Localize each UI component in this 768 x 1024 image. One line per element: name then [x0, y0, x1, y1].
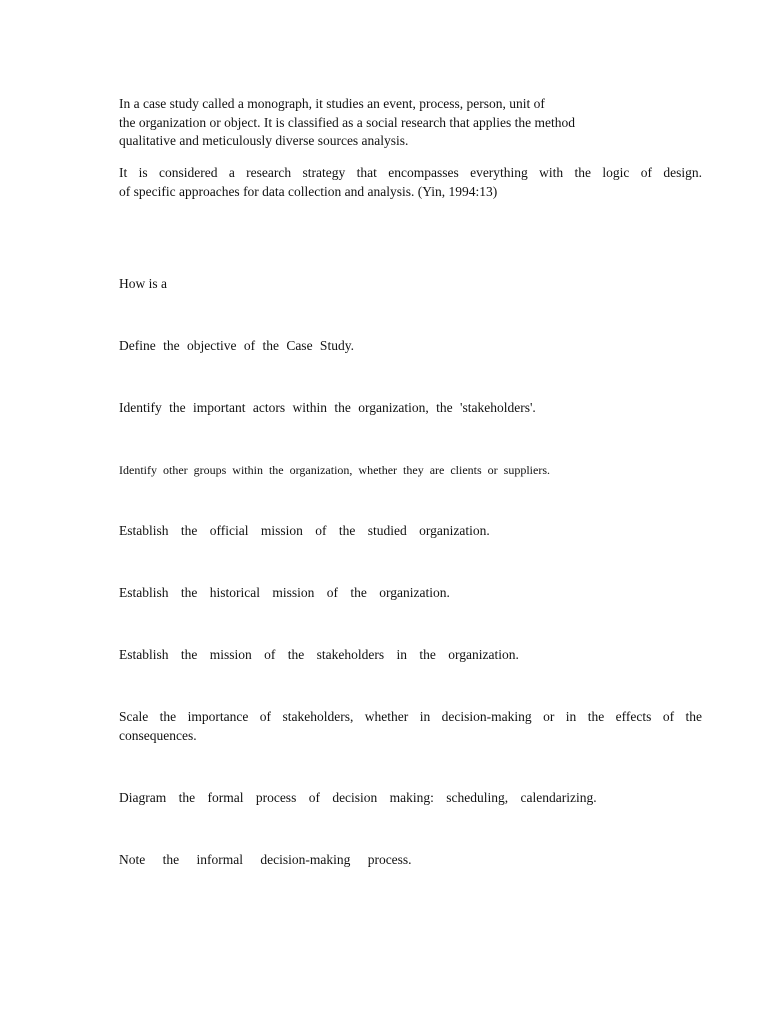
step-diagram-formal-process: Diagram the formal process of decision making: scheduling, calendarizing. [119, 790, 597, 805]
step-scale-importance: Scale the importance of stakeholders, whether in decision-making or in the effects of the [119, 709, 702, 724]
step-identify-actors: Identify the important actors within the organization, the 'stakeholders'. [119, 400, 536, 415]
intro-line-4: It is considered a research strategy that encompasses everything with the logic of design. [119, 165, 702, 180]
intro-line-5: of specific approaches for data collection and analysis. (Yin, 1994:13) [119, 184, 498, 199]
step-scale-importance-cont: consequences. [119, 728, 197, 743]
intro-line-2: the organization or object. It is classified as a social research that applies the method [119, 115, 575, 130]
step-identify-groups: Identify other groups within the organization, whether they are clients or suppliers. [119, 463, 551, 477]
section-heading: How is a [119, 276, 167, 291]
intro-line-1: In a case study called a monograph, it studies an event, process, person, unit of [119, 96, 545, 111]
step-stakeholder-mission: Establish the mission of the stakeholders in the organization. [119, 647, 519, 662]
step-note-informal-process: Note the informal decision-making process. [119, 852, 412, 867]
step-official-mission: Establish the official mission of the studied organization. [119, 523, 490, 538]
step-define-objective: Define the objective of the Case Study. [119, 338, 354, 353]
intro-line-3: qualitative and meticulously diverse sources analysis. [119, 133, 409, 148]
step-historical-mission: Establish the historical mission of the organization. [119, 585, 450, 600]
